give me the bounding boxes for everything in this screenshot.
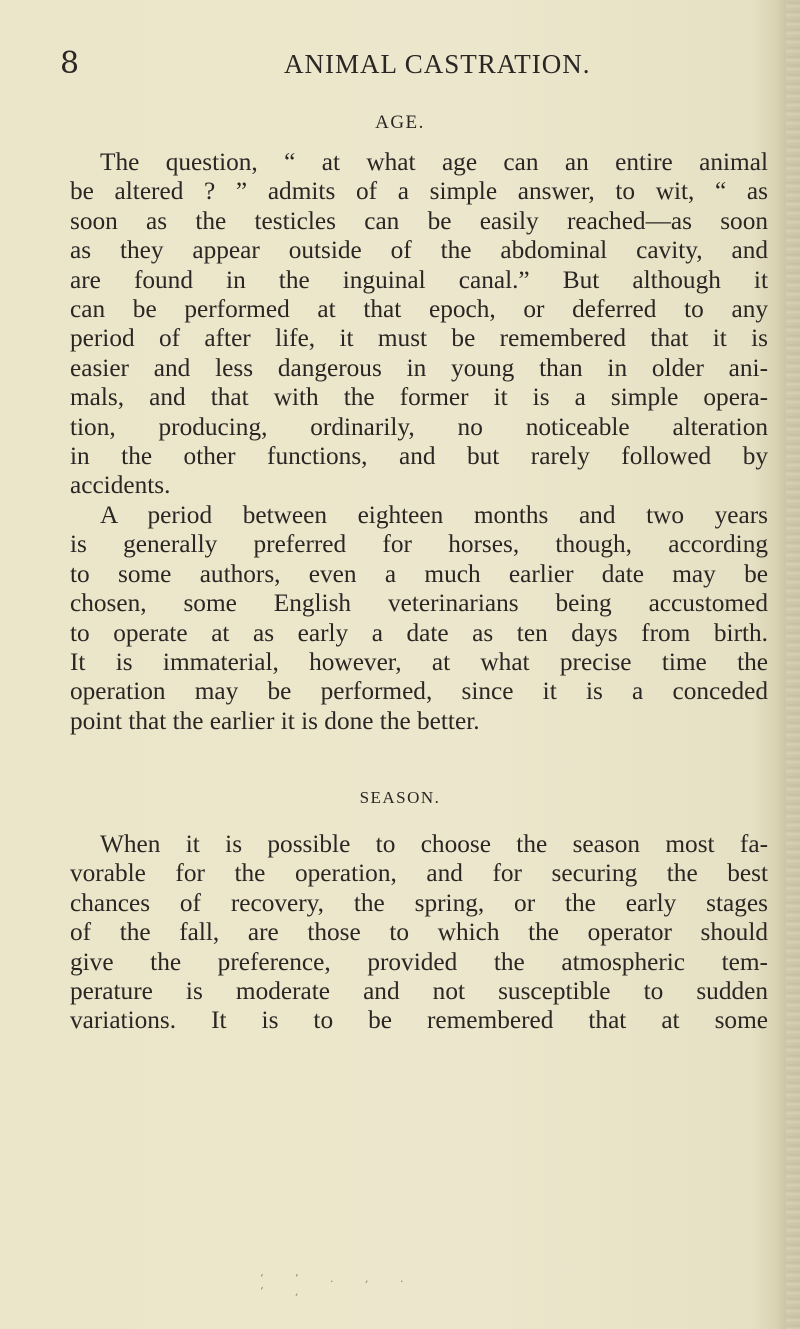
text-line: chances of recovery, the spring, or the early stages [70, 888, 768, 917]
text-line: A period between eighteen months and two years [100, 500, 768, 529]
text-line: as they appear outside of the abdominal cavity, and [70, 236, 768, 265]
page-edge [786, 0, 800, 1329]
text-line: be altered ? ” admits of a simple answer, to wit, “ as [70, 177, 768, 206]
text-line: tion, producing, ordinarily, no noticeable alteration [70, 412, 768, 441]
text-line: is generally preferred for horses, though, according [70, 530, 768, 559]
text-line: in the other functions, and but rarely followed by [70, 442, 768, 471]
text-line: When it is possible to choose the season most fa- [100, 830, 768, 858]
text-line: operation may be performed, since it is a conceded [70, 677, 768, 706]
text-line: period of after life, it must be remembered that it is [70, 324, 768, 353]
text-line: chosen, some English veterinarians being accustomed [70, 589, 768, 618]
page-number: 8 [60, 46, 80, 81]
text-line: can be performed at that epoch, or deferred to any [70, 295, 768, 324]
text-line: easier and less dangerous in young than in older ani- [70, 353, 768, 382]
text-line: to some authors, even a much earlier date may be [70, 559, 768, 588]
text-line: mals, and that with the former it is a simple opera- [70, 383, 768, 412]
text-line: It is immaterial, however, at what precise time the [70, 647, 768, 676]
text-line: are found in the inguinal canal.” But although it [70, 265, 768, 294]
age-section-body [70, 148, 768, 736]
text-line: to operate at as early a date as ten days from birth. [70, 618, 768, 647]
text-line: variations. It is to be remembered that at some [70, 1006, 768, 1035]
text-line: perature is moderate and not susceptible to sudden [70, 977, 768, 1006]
section-heading-age: AGE. [375, 112, 425, 133]
text-line: give the preference, provided the atmospheric tem- [70, 947, 768, 976]
footer-marks: ‘ ’ . , . ‘ , [260, 1272, 418, 1298]
text-line: The question, “ at what age can an entire animal [100, 148, 768, 176]
running-head [60, 44, 760, 84]
text-line: accidents. [70, 471, 171, 500]
text-line: vorable for the operation, and for securing the best [70, 859, 768, 888]
section-heading-season: SEASON. [359, 788, 441, 807]
text-line: of the fall, are those to which the operator should [70, 918, 768, 947]
running-title: ANIMAL CASTRATION. [284, 49, 591, 79]
season-section-body [70, 830, 768, 1036]
text-line: point that the earlier it is done the better. [70, 706, 480, 735]
text-line: soon as the testicles can be easily reached—as soon [70, 206, 768, 235]
